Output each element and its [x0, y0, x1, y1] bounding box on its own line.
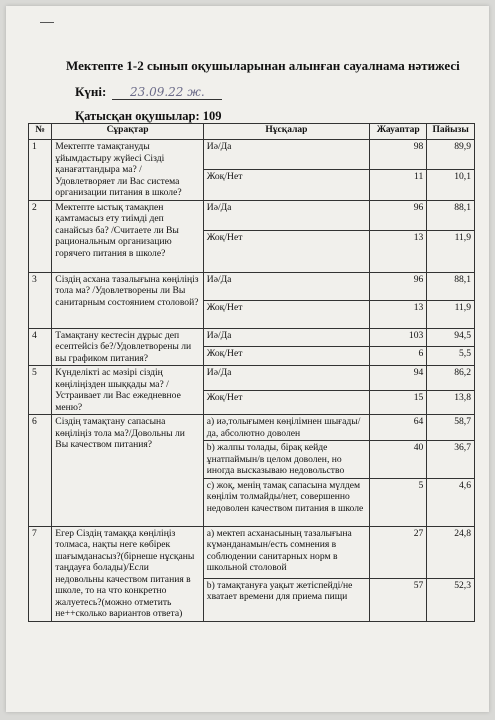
table-row	[29, 366, 475, 391]
answer-percent: 10,1	[427, 170, 475, 200]
table-row	[29, 328, 475, 347]
question-number: 6	[29, 415, 52, 527]
answer-count: 64	[370, 415, 427, 441]
header-options: Нұсқалар	[203, 124, 369, 140]
answer-count: 98	[370, 140, 427, 170]
answer-count: 57	[370, 578, 427, 621]
answer-percent: 11,9	[427, 300, 475, 328]
header-question: Сұрақтар	[52, 124, 203, 140]
question-number: 3	[29, 272, 52, 328]
answer-percent: 52,3	[427, 578, 475, 621]
answer-percent: 36,7	[427, 441, 475, 479]
answer-percent: 5,5	[427, 347, 475, 366]
answer-option: с) жоқ, менің тамақ сапасына мүлдем көңілім толмайды/нет, совершенно недоволен качеством питания в школе	[203, 478, 369, 526]
answer-option: Жоқ/Нет	[203, 230, 369, 272]
answer-option: Жоқ/Нет	[203, 347, 369, 366]
date-line	[75, 84, 222, 100]
survey-table-body	[29, 140, 475, 622]
table-row	[29, 415, 475, 441]
answer-percent: 88,1	[427, 272, 475, 300]
answer-count: 6	[370, 347, 427, 366]
answer-count: 40	[370, 441, 427, 479]
answer-option: Иә/Да	[203, 200, 369, 230]
answer-percent: 4,6	[427, 478, 475, 526]
answer-count: 15	[370, 390, 427, 415]
answer-count: 103	[370, 328, 427, 347]
survey-results-table	[28, 123, 475, 622]
answer-count: 27	[370, 526, 427, 578]
table-header-row	[29, 124, 475, 140]
answer-percent: 58,7	[427, 415, 475, 441]
answer-count: 13	[370, 230, 427, 272]
answer-percent: 94,5	[427, 328, 475, 347]
question-text: Сіздің асхана тазалығына көңіліңіз тола ма? /Удовлетворены ли Вы санитарным состоянием столовой?	[52, 272, 203, 328]
answer-option: а) иә,толығымен көңілімнен шығады/да, абсолютно доволен	[203, 415, 369, 441]
answer-percent: 11,9	[427, 230, 475, 272]
answer-count: 96	[370, 272, 427, 300]
answer-count: 94	[370, 366, 427, 391]
table-row	[29, 200, 475, 230]
date-label: Күні:	[75, 84, 107, 99]
answer-option: а) мектеп асханасының тазалығына күмәнданамын/есть сомнения в соблюдении санитарных норм в школьной столовой	[203, 526, 369, 578]
answer-option: Жоқ/Нет	[203, 300, 369, 328]
question-text: Күнделікті ас мәзірі сіздің көңіліңізден шыққады ма? /Устраивает ли Вас ежедневное меню?	[52, 366, 203, 415]
question-text: Мектепте ыстық тамақпен қамтамасыз ету тиімді деп санайсыз ба? /Считаете ли Вы рациональным организацию горячего питания в школе?	[52, 200, 203, 272]
answer-percent: 88,1	[427, 200, 475, 230]
question-number: 4	[29, 328, 52, 366]
answer-option: Жоқ/Нет	[203, 390, 369, 415]
answer-count: 13	[370, 300, 427, 328]
answer-percent: 86,2	[427, 366, 475, 391]
answer-option: b) тамақтануға уақыт жетіспейді/не хватает времени для приема пищи	[203, 578, 369, 621]
header-percent: Пайызы	[427, 124, 475, 140]
answer-option: Жоқ/Нет	[203, 170, 369, 200]
answer-count: 11	[370, 170, 427, 200]
header-num: №	[29, 124, 52, 140]
table-row	[29, 526, 475, 578]
question-number: 1	[29, 140, 52, 201]
table-row	[29, 272, 475, 300]
answer-percent: 13,8	[427, 390, 475, 415]
question-text: Сіздің тамақтану сапасына көңіліңіз тола ма?/Довольны ли Вы качеством питания?	[52, 415, 203, 527]
question-text: Тамақтану кестесін дұрыс деп есептейсіз бе?/Удовлетворены ли вы графиком питания?	[52, 328, 203, 366]
answer-percent: 24,8	[427, 526, 475, 578]
answer-option: Иә/Да	[203, 328, 369, 347]
answer-count: 96	[370, 200, 427, 230]
pen-mark	[40, 22, 54, 23]
answer-option: Иә/Да	[203, 366, 369, 391]
answer-option: Иә/Да	[203, 140, 369, 170]
answer-option: Иә/Да	[203, 272, 369, 300]
handwritten-date: 23.09.22 ж.	[112, 85, 222, 100]
question-number: 2	[29, 200, 52, 272]
answer-count: 5	[370, 478, 427, 526]
answer-percent: 89,9	[427, 140, 475, 170]
question-number: 5	[29, 366, 52, 415]
table-row	[29, 140, 475, 170]
question-text: Егер Сіздің тамаққа көңіліңіз толмаса, нақты неге көбірек шағымданасыз?(бірнеше нұсқаны таңдауға болады)/Если недовольны качеством питания в школе, то на что конкретно жалуетесь?(можно отметить не++сколько вариантов ответа)	[52, 526, 203, 621]
question-number: 7	[29, 526, 52, 621]
header-answers: Жауаптар	[370, 124, 427, 140]
document-title: Мектепте 1-2 сынып оқушыларынан алынған сауалнама нәтижесі	[66, 58, 460, 73]
question-text: Мектепте тамақтануды ұйымдастыру жүйесі Сізді қанағаттандыра ма? /Удовлетворяет ли Вас система организации питания в школе?	[52, 140, 203, 201]
participants-count: Қатысқан оқушылар: 109	[75, 109, 222, 123]
answer-option: b) жалпы толады, бірақ кейде ұнатпаймын/в целом доволен, но иногда высказываю недовольство	[203, 441, 369, 479]
